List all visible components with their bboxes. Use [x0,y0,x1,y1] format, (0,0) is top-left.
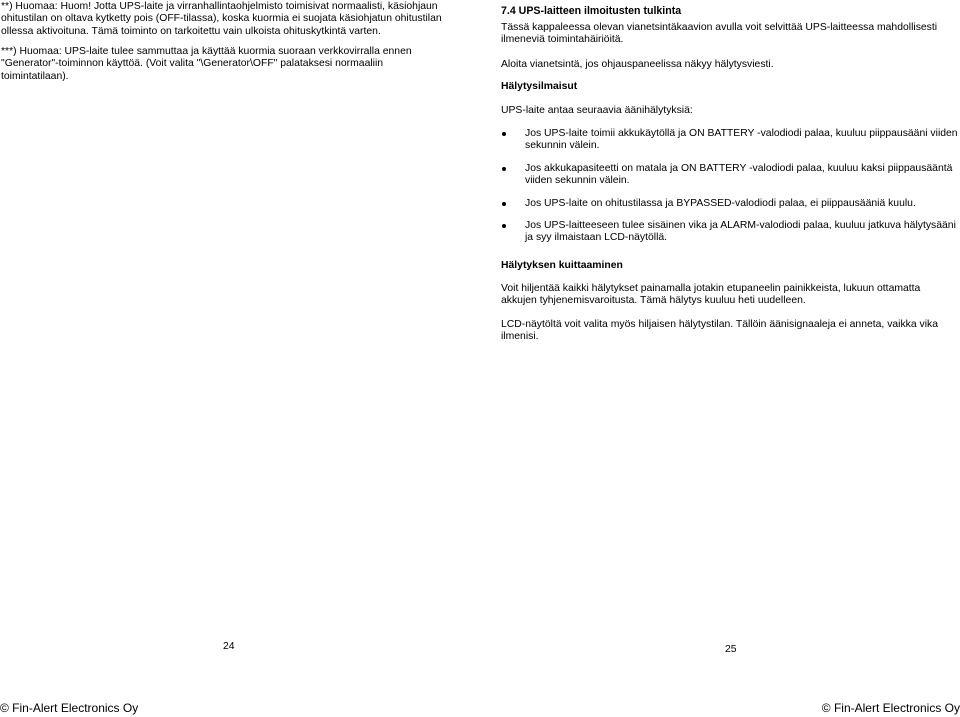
intro-paragraph: Tässä kappaleessa olevan vianetsintäkaavion avulla voit selvittää UPS-laitteessa mahdollisesti ilmeneviä toimintahäiriöitä. [501,22,938,46]
list-item [500,198,958,210]
footer-left: © Fin-Alert Electronics Oy [0,701,139,715]
alarm-text: Jos UPS-laite toimii akkukäytöllä ja ON BATTERY -valodiodi palaa, kuuluu piippausääni viiden sekunnin välein. [525,128,958,152]
page-number-right: 25 [725,644,737,655]
alarm-text: Jos akkukapasiteetti on matala ja ON BATTERY -valodiodi palaa, kuuluu kaksi piippausääntä viiden sekunnin välein. [525,162,953,187]
note-double-asterisk: **) Huomaa: Huom! Jotta UPS-laite ja virranhallintaohjelmisto toimisivat normaalisti, käsiohjaun ohitustilan on oltava kytketty pois (OFF-tilassa), koska kuormia ei suojata käsiohjatun ohitustilan ollessa aktivoituna. Tämä toiminto on tarkoitettu vain ulkoista ohituskytkintä varten. [1,1,442,37]
left-page [0,0,450,717]
alarm-text: Jos UPS-laitteeseen tulee sisäinen vika ja ALARM-valodiodi palaa, kuuluu jatkuva hälytysääni ja syy ilmaistaan LCD-näytöllä. [525,220,956,244]
right-page [500,0,960,717]
footer-right: © Fin-Alert Electronics Oy [821,701,960,715]
bullet-icon [502,224,506,228]
section-title: 7.4 UPS-laitteen ilmoitusten tulkinta [501,5,682,17]
alarms-heading: Hälytysilmaisut [501,81,578,92]
list-item [500,128,958,153]
alarm-list [500,128,958,255]
alarm-text: Jos UPS-laite on ohitustilassa ja BYPASSED-valodiodi palaa, ei piippausääniä kuulu. [525,197,916,209]
list-item [500,163,958,188]
ack-heading: Hälytyksen kuittaaminen [501,260,623,271]
start-hint-paragraph: Aloita vianetsintä, jos ohjauspaneelissa näkyy hälytysviesti. [501,59,774,70]
bullet-icon [502,167,506,171]
page-number-left: 24 [223,641,235,652]
list-item [500,220,958,245]
alarms-intro: UPS-laite antaa seuraavia äänihälytyksiä: [501,105,693,116]
note-triple-asterisk: ***) Huomaa: UPS-laite tulee sammuttaa ja käyttää kuormia suoraan verkkovirralla ennen "Generator"-toiminnon käyttöä. (Voit valita "\Generator\OFF" palataksesi normaaliin toimintatilaan). [1,46,412,82]
bullet-icon [502,132,506,136]
bullet-icon [502,202,506,206]
ack-paragraph-2: LCD-näytöltä voit valita myös hiljaisen hälytystilan. Tällöin äänisignaaleja ei anneta, vaikka vika ilmenisi. [501,319,939,343]
ack-paragraph-1: Voit hiljentää kaikki hälytykset painamalla jotakin etupaneelin painikkeista, lukuun ottamatta akkujen tyhjenemisvaroitusta. Tämä hälytys kuuluu heti uudelleen. [501,283,921,307]
